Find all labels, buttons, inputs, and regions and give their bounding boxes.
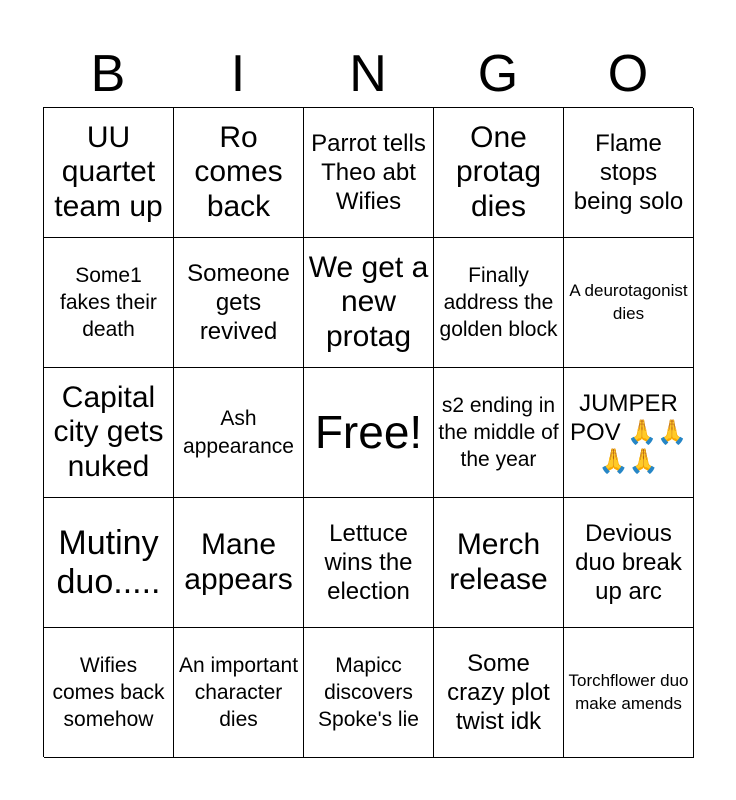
free-space-text: Free! xyxy=(314,406,423,459)
bingo-cell[interactable] xyxy=(564,368,694,498)
cell-text: JUMPER POV 🙏🙏🙏🙏 xyxy=(569,389,688,476)
bingo-cell[interactable] xyxy=(564,238,694,368)
bingo-cell[interactable] xyxy=(304,498,434,628)
bingo-header xyxy=(43,40,693,108)
cell-text: Torchflower duo make amends xyxy=(568,670,689,713)
bingo-cell[interactable] xyxy=(44,108,174,238)
header-letter-o: O xyxy=(607,45,649,103)
cell-text: Parrot tells Theo abt Wifies xyxy=(311,129,426,216)
cell-text: Mapicc discovers Spoke's lie xyxy=(318,653,419,732)
cell-text: Mutiny duo..... xyxy=(56,524,161,601)
header-letter-i: I xyxy=(230,45,246,103)
cell-text: Mane appears xyxy=(184,528,293,596)
header-letter-b: B xyxy=(90,45,126,103)
cell-text: Wifies comes back somehow xyxy=(52,653,165,732)
header-letter-n: N xyxy=(349,45,387,103)
bingo-cell[interactable] xyxy=(304,628,434,758)
cell-text: Some crazy plot twist idk xyxy=(447,649,550,736)
cell-text: Ro comes back xyxy=(194,120,283,223)
cell-text: Lettuce wins the election xyxy=(324,519,413,606)
bingo-cell[interactable] xyxy=(304,238,434,368)
bingo-cell[interactable] xyxy=(44,238,174,368)
cell-text: One protag dies xyxy=(455,120,542,223)
cell-text: Someone gets revived xyxy=(187,259,290,346)
bingo-cell[interactable] xyxy=(174,238,304,368)
bingo-cell[interactable] xyxy=(434,498,564,628)
cell-text: Flame stops being solo xyxy=(573,129,684,216)
cell-text: We get a new protag xyxy=(308,250,429,353)
free-space-cell[interactable] xyxy=(304,368,434,498)
bingo-cell[interactable] xyxy=(434,108,564,238)
bingo-cell[interactable] xyxy=(434,368,564,498)
bingo-cell[interactable] xyxy=(564,628,694,758)
bingo-cell[interactable] xyxy=(174,628,304,758)
bingo-cell[interactable] xyxy=(174,108,304,238)
cell-text: Finally address the golden block xyxy=(439,263,558,342)
bingo-cell[interactable] xyxy=(174,498,304,628)
bingo-cell[interactable] xyxy=(44,628,174,758)
cell-text: Merch release xyxy=(449,528,548,596)
bingo-cell[interactable] xyxy=(174,368,304,498)
cell-text: s2 ending in the middle of the year xyxy=(438,393,559,472)
cell-text: Capital city gets nuked xyxy=(53,380,164,483)
cell-text: A deurotagonist dies xyxy=(569,280,688,323)
bingo-cell[interactable] xyxy=(44,498,174,628)
cell-text: Some1 fakes their death xyxy=(60,263,157,342)
bingo-cell[interactable] xyxy=(44,368,174,498)
bingo-grid xyxy=(43,107,693,757)
cell-text: Ash appearance xyxy=(183,407,294,458)
cell-text: UU quartet team up xyxy=(54,120,163,223)
bingo-cell[interactable] xyxy=(564,108,694,238)
bingo-cell[interactable] xyxy=(304,108,434,238)
cell-text: Devious duo break up arc xyxy=(575,519,682,606)
bingo-cell[interactable] xyxy=(564,498,694,628)
header-letter-g: G xyxy=(477,45,519,103)
bingo-cell[interactable] xyxy=(434,628,564,758)
cell-text: An important character dies xyxy=(178,653,299,732)
bingo-cell[interactable] xyxy=(434,238,564,368)
